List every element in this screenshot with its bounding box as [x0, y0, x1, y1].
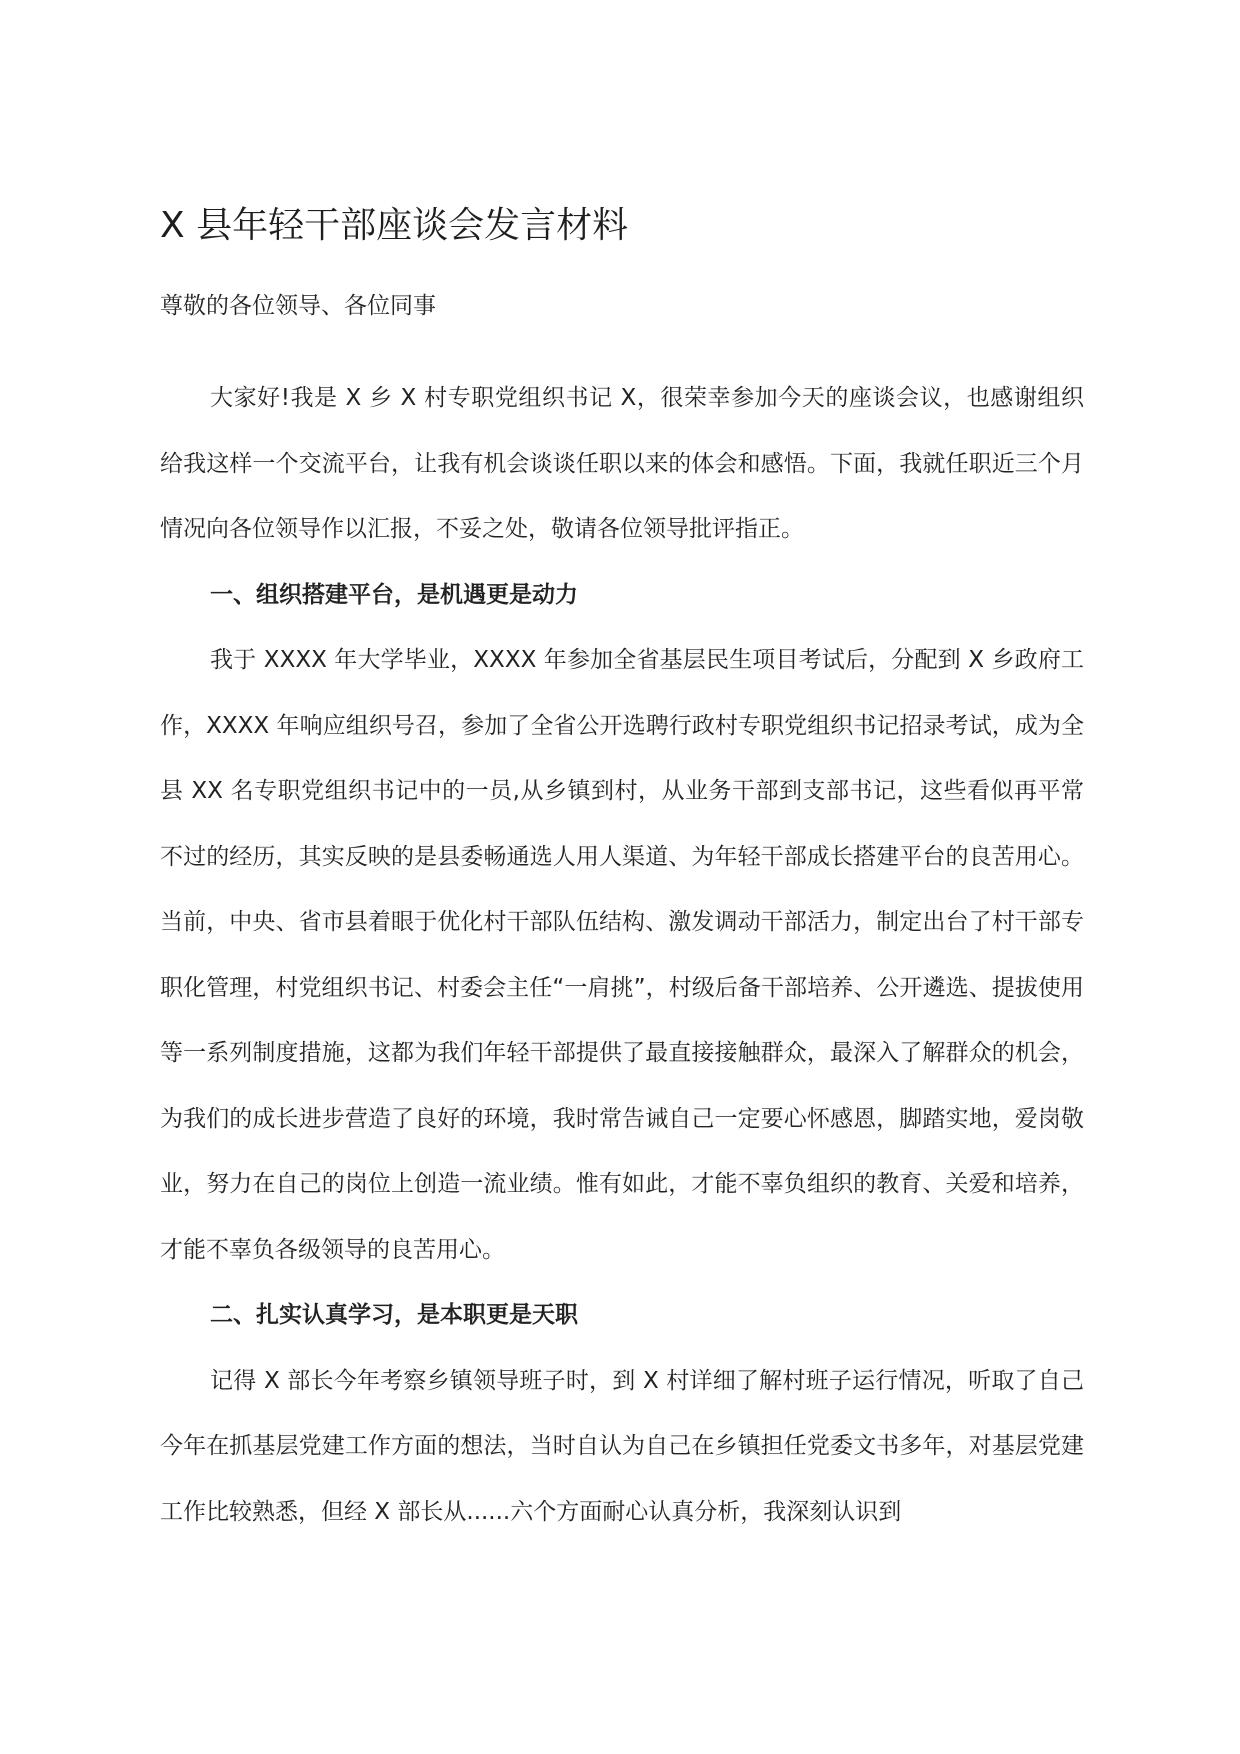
section-heading-2: 二、扎实认真学习，是本职更是天职: [210, 1302, 578, 1328]
section-2-paragraph: 记得 X 部长今年考察乡镇领导班子时，到 X 村详细了解村班子运行情况，听取了自己今年在抓基层党建工作方面的想法，当时自认为自己在乡镇担任党委文书多年，对基层党建工作比较熟悉，但经 X 部长从......六个方面耐心认真分析，我深刻认识到: [160, 1367, 1084, 1525]
document-title: X 县年轻干部座谈会发言材料: [160, 205, 629, 246]
document-body: [160, 366, 1084, 1545]
salutation: 尊敬的各位领导、各位同事: [160, 293, 436, 319]
section-1-paragraph: 我于 XXXX 年大学毕业，XXXX 年参加全省基层民生项目考试后，分配到 X 乡政府工作，XXXX 年响应组织号召，参加了全省公开选聘行政村专职党组织书记招录考试，成为全县 XX 名专职党组织书记中的一员,从乡镇到村，从业务干部到支部书记，这些看似再平常不过的经历，其实反映的是县委畅通选人用人渠道、为年轻干部成长搭建平台的良苦用心。当前，中央、省市县着眼于优化村干部队伍结构、激发调动干部活力，制定出台了村干部专职化管理，村党组织书记、村委会主任“一肩挑”，村级后备干部培养、公开遴选、提拔使用等一系列制度措施，这都为我们年轻干部提供了最直接接触群众，最深入了解群众的机会，为我们的成长进步营造了良好的环境，我时常告诫自己一定要心怀感恩，脚踏实地，爱岗敬业，努力在自己的岗位上创造一流业绩。惟有如此，才能不辜负组织的教育、关爱和培养，才能不辜负各级领导的良苦用心。: [160, 647, 1084, 1263]
intro-paragraph: 大家好!我是 X 乡 X 村专职党组织书记 X，很荣幸参加今天的座谈会议，也感谢组织给我这样一个交流平台，让我有机会谈谈任职以来的体会和感悟。下面，我就任职近三个月情况向各位领导作以汇报，不妥之处，敬请各位领导批评指正。: [160, 385, 1084, 542]
section-heading-1: 一、组织搭建平台，是机遇更是动力: [210, 581, 578, 608]
